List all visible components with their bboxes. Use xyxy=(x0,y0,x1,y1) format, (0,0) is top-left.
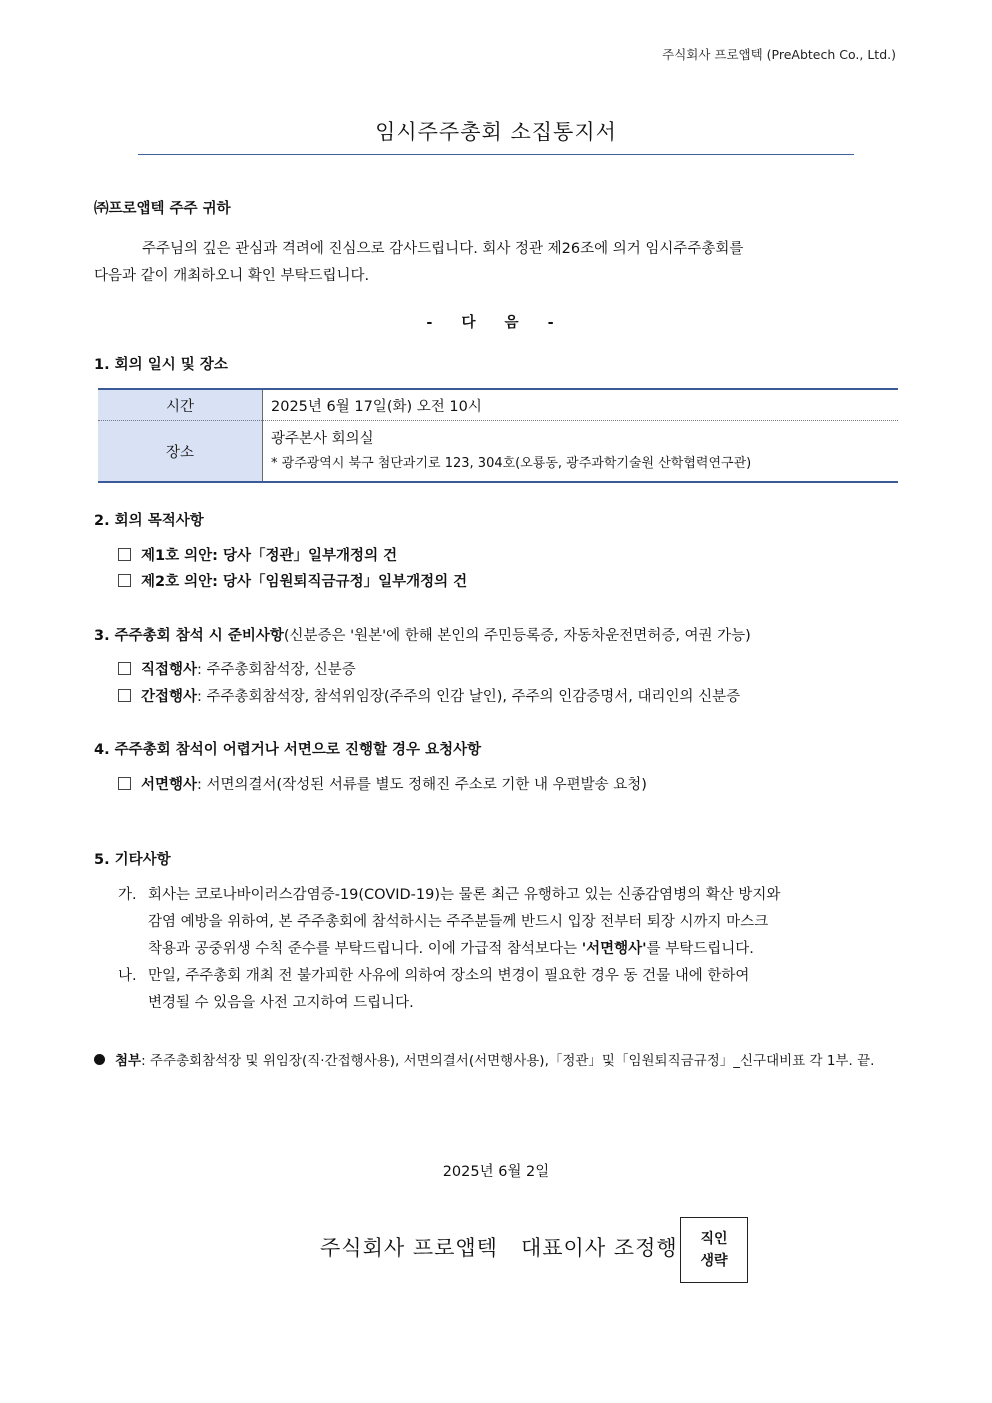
misc-item-na-marker: 나. xyxy=(118,968,137,984)
misc-item-ga-line-3-end: 를 부탁드립니다. xyxy=(646,941,754,957)
agenda-item-1 xyxy=(118,543,397,570)
checkbox-icon xyxy=(118,548,131,561)
place-cell xyxy=(263,421,899,483)
bullet-icon xyxy=(94,1054,105,1065)
checkbox-icon xyxy=(118,689,131,702)
seal-line-2: 생략 xyxy=(700,1253,728,1269)
misc-item-na-line-1: 만일, 주주총회 개최 전 불가피한 사유에 의하여 장소의 변경이 필요한 경우 동 건물 내에 한하여 xyxy=(148,968,750,984)
addressee: ㈜프로앱텍 주주 귀하 xyxy=(94,201,231,217)
attachment-text: : 주주총회참석장 및 위임장(직·간접행사용), 서면의결서(서면행사용),「정관」및「임원퇴직금규정」_신구대비표 각 1부. 끝. xyxy=(141,1053,875,1069)
checkbox-icon xyxy=(118,574,131,587)
misc-item-ga xyxy=(118,882,898,963)
intro-paragraph xyxy=(94,236,898,290)
intro-line-1: 주주님의 깊은 관심과 격려에 진심으로 감사드립니다. 회사 정관 제26조에 의거 임시주주총회를 xyxy=(142,241,744,257)
section-1-heading: 1. 회의 일시 및 장소 xyxy=(94,357,228,373)
issue-date: 2025년 6월 2일 xyxy=(442,1164,550,1180)
title-underline xyxy=(138,154,854,155)
time-label: 시간 xyxy=(98,389,263,421)
meeting-info-table xyxy=(98,388,898,483)
agenda-item-1-text: 제1호 의안: 당사「정관」일부개정의 건 xyxy=(141,548,398,564)
prep-item-proxy-text: : 주주총회참석장, 참석위임장(주주의 인감 날인), 주주의 인감증명서, 대리인의 신분증 xyxy=(197,689,741,705)
checkbox-icon xyxy=(118,662,131,675)
prep-item-proxy-label: 간접행사 xyxy=(141,689,198,705)
signature-line: 주식회사 프로앱텍 대표이사 조정행 xyxy=(320,1236,678,1260)
misc-item-na xyxy=(118,963,898,1017)
attachment-note xyxy=(94,1049,900,1074)
misc-item-na-line-2: 변경될 수 있음을 사전 고지하여 드립니다. xyxy=(148,995,414,1011)
written-vote-text: : 서면의결서(작성된 서류를 별도 정해진 주소로 기한 내 우편발송 요청) xyxy=(197,777,647,793)
prep-item-proxy xyxy=(118,684,740,711)
checkbox-icon xyxy=(118,777,131,790)
seal-line-1: 직인 xyxy=(700,1231,728,1247)
prep-item-direct xyxy=(118,657,356,684)
intro-line-2: 다음과 같이 개최하오니 확인 부탁드립니다. xyxy=(94,268,370,284)
misc-item-ga-line-2: 감염 예방을 위하여, 본 주주총회에 참석하시는 주주분들께 반드시 입장 전부터 퇴장 시까지 마스크 xyxy=(148,914,769,930)
table-row-place xyxy=(98,421,898,483)
time-value: 2025년 6월 17일(화) 오전 10시 xyxy=(263,389,899,421)
agenda-item-2 xyxy=(118,569,467,596)
section-4-heading: 4. 주주총회 참석이 어렵거나 서면으로 진행할 경우 요청사항 xyxy=(94,742,482,758)
seal-box xyxy=(680,1217,748,1283)
written-vote-label: 서면행사 xyxy=(141,777,198,793)
header-company-name: 주식회사 프로앱텍 (PreAbtech Co., Ltd.) xyxy=(662,47,896,62)
prep-item-direct-text: : 주주총회참석장, 신분증 xyxy=(197,662,356,678)
attachment-label: 첨부 xyxy=(115,1053,142,1069)
section-5-heading: 5. 기타사항 xyxy=(94,852,171,868)
section-2-heading: 2. 회의 목적사항 xyxy=(94,513,204,529)
section-3-note: (신분증은 '원본'에 한해 본인의 주민등록증, 자동차운전면허증, 여권 가능) xyxy=(283,628,751,644)
place-label: 장소 xyxy=(98,421,263,483)
misc-item-ga-line-3-text: 착용과 공중위생 수칙 준수를 부탁드립니다. 이에 가급적 참석보다는 xyxy=(148,941,582,957)
written-vote-emphasis: '서면행사' xyxy=(581,941,647,957)
section-3-title: 3. 주주총회 참석 시 준비사항 xyxy=(94,628,284,644)
section-3-heading xyxy=(94,623,751,650)
written-vote-item xyxy=(118,772,647,799)
misc-item-ga-line-1: 회사는 코로나바이러스감염증-19(COVID-19)는 물론 최근 유행하고 있는 신종감염병의 확산 방지와 xyxy=(148,887,781,903)
misc-item-ga-marker: 가. xyxy=(118,887,137,903)
document-title: 임시주주총회 소집통지서 xyxy=(375,120,617,144)
misc-items xyxy=(118,882,898,1017)
place-address-note: * 광주광역시 북구 첨단과기로 123, 304호(오룡동, 광주과학기술원 산학협력연구관) xyxy=(271,456,752,471)
prep-item-direct-label: 직접행사 xyxy=(141,662,198,678)
table-row-time xyxy=(98,389,898,421)
separator-heading: - 다 음 - xyxy=(426,315,566,331)
place-value: 광주본사 회의실 xyxy=(271,431,374,447)
misc-item-ga-line-3 xyxy=(148,936,898,963)
agenda-item-2-text: 제2호 의안: 당사「임원퇴직금규정」일부개정의 건 xyxy=(141,574,468,590)
